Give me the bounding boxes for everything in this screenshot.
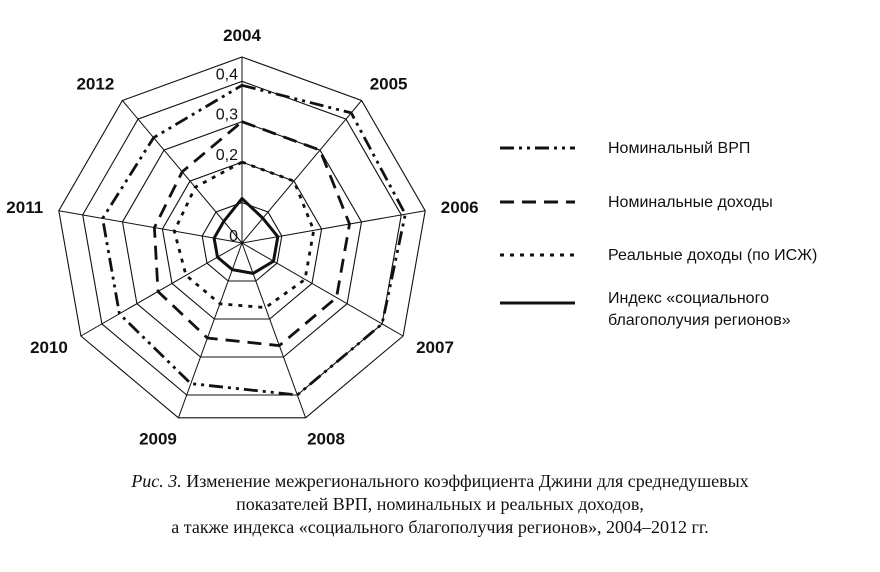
caption-figure-number: Рис. 3. xyxy=(131,471,182,491)
axis-label-2012: 2012 xyxy=(76,74,115,94)
axis-label-2009: 2009 xyxy=(139,429,177,449)
legend-label-2: Реальные доходы (по ИСЖ) xyxy=(608,247,818,264)
spoke-2007 xyxy=(242,243,403,336)
axis-label-2011: 2011 xyxy=(6,197,44,217)
tick-label-2: 0,2 xyxy=(215,147,238,165)
caption-line-1 xyxy=(0,470,880,493)
legend-label-3: Индекс «социального благополучия регионов» xyxy=(608,290,791,329)
tick-label-4: 0,4 xyxy=(215,66,238,84)
spoke-2005 xyxy=(242,101,362,244)
axis-label-2008: 2008 xyxy=(307,429,345,449)
axis-label-2004: 2004 xyxy=(223,26,261,45)
legend-label-0: Номинальный ВРП xyxy=(608,140,751,157)
axis-label-2006: 2006 xyxy=(440,197,479,217)
tick-label-0: 0 xyxy=(229,228,238,245)
caption-line-3: а также индекса «социального благополучия регионов», 2004–2012 гг. xyxy=(171,517,709,537)
caption-text-1: Изменение межрегионального коэффициента Джини для среднедушевых xyxy=(186,471,749,491)
figure-caption xyxy=(0,470,880,539)
tick-label-3: 0,3 xyxy=(215,106,238,124)
axis-label-2010: 2010 xyxy=(30,338,68,357)
axis-label-2007: 2007 xyxy=(416,338,454,357)
axis-label-2005: 2005 xyxy=(369,74,408,94)
legend xyxy=(500,140,817,329)
caption-line-2: показателей ВРП, номинальных и реальных доходов, xyxy=(236,494,644,514)
legend-label-1: Номинальные доходы xyxy=(608,194,773,211)
